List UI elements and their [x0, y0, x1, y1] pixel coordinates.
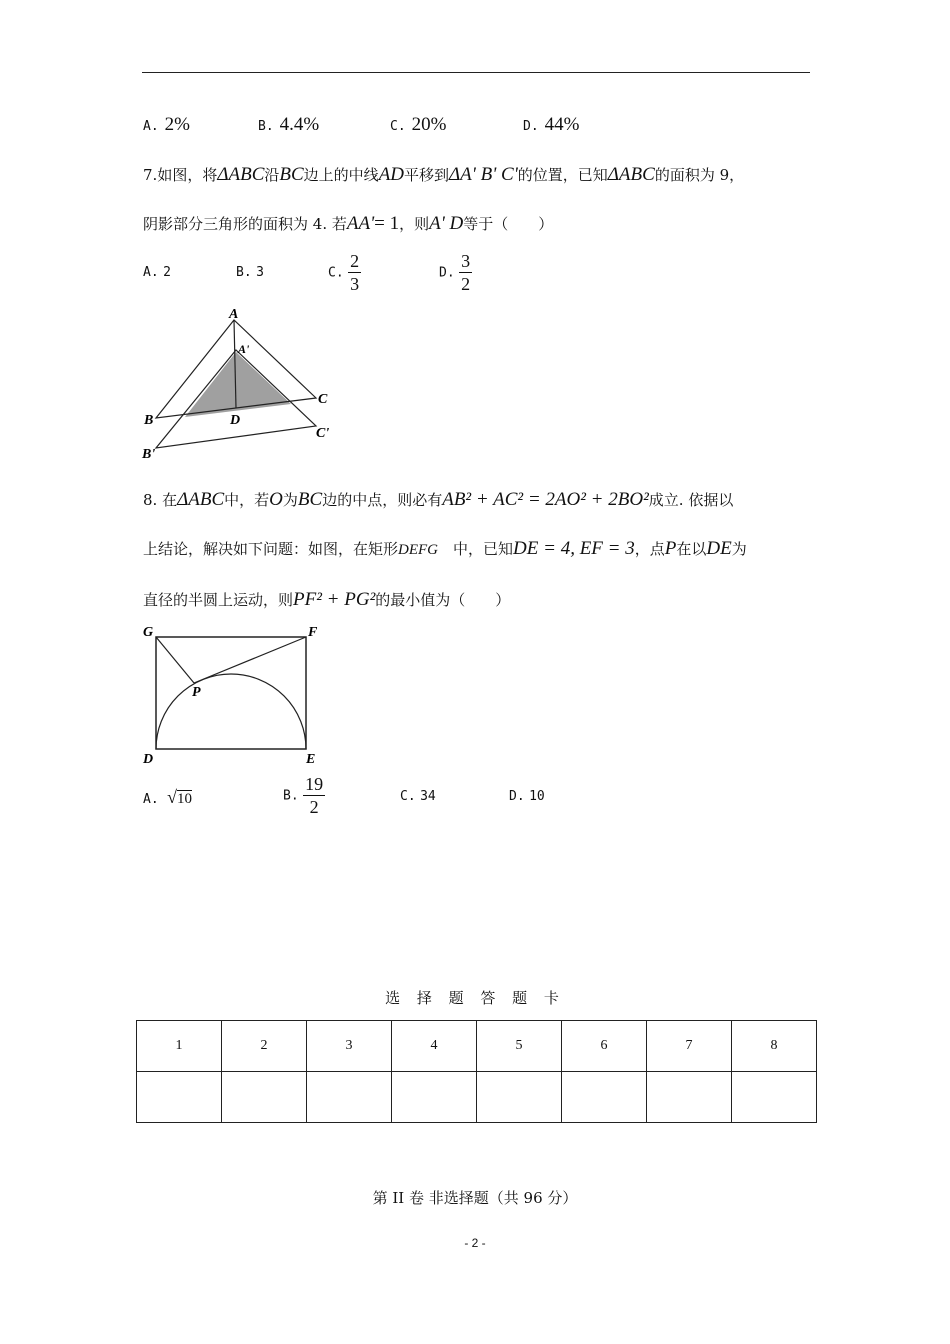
fraction: $\frac{19}{2}$: [305, 774, 324, 817]
q6-option-d: D. 44%: [523, 114, 580, 135]
q8-line-2: 上结论，解决如下问题：如图，在矩形DEFG 中，已知DE = 4, EF = 3，点P在以DE为: [143, 538, 747, 559]
section-title: 第 II 卷 非选择题（共 96 分）: [372, 1189, 578, 1207]
label-a: A: [229, 307, 239, 322]
q7-option-a: A. 2: [143, 265, 171, 280]
answer-cell[interactable]: [562, 1072, 647, 1123]
q7-option-b: B. 3: [236, 265, 264, 280]
answer-card-header-cell: 5: [477, 1021, 562, 1072]
q6-option-c: C. 20%: [390, 114, 447, 135]
answer-cell[interactable]: [222, 1072, 307, 1123]
answer-card-title: 选 择 题 答 题 卡: [385, 989, 565, 1007]
label-p: P: [192, 685, 201, 700]
q8-option-b: B. $\frac{19}{2}$: [283, 774, 324, 817]
answer-cell[interactable]: [647, 1072, 732, 1123]
answer-card-header-cell: 6: [562, 1021, 647, 1072]
answer-cell[interactable]: [307, 1072, 392, 1123]
label-b-prime: B': [142, 447, 156, 462]
answer-cell[interactable]: [137, 1072, 222, 1123]
label-d: D: [230, 413, 241, 428]
label-c: C: [318, 392, 328, 407]
q6-option-b: B. 4.4%: [258, 114, 320, 135]
q8-line-1: 8. 在ΔABC中，若O为BC边的中点，则必有AB² + AC² = 2AO² + 2BO²成立. 依据以: [143, 489, 734, 510]
q6-option-a: A. 2%: [143, 114, 190, 135]
answer-card-header-cell: 7: [647, 1021, 732, 1072]
rectangle-defg: [156, 637, 306, 749]
fraction: $\frac{3}{2}$: [461, 251, 471, 294]
fraction: $\frac{2}{3}$: [350, 251, 360, 294]
label-b: B: [144, 413, 154, 428]
semicircle: [156, 674, 306, 749]
q8-option-a: A. √10: [143, 787, 192, 807]
q8-rectangle-figure: [138, 620, 338, 770]
q7-option-d: D. $\frac{3}{2}$: [439, 251, 471, 294]
answer-cell[interactable]: [732, 1072, 817, 1123]
answer-card-table: [136, 1020, 817, 1123]
label-d: D: [143, 752, 154, 767]
label-e: E: [306, 752, 316, 767]
label-a-prime: A': [238, 342, 250, 356]
q7-option-c: C. $\frac{2}{3}$: [328, 251, 360, 294]
q8-option-c: C. 34: [400, 789, 436, 804]
q7-line-2: 阴影部分三角形的面积为 4. 若AA'= 1，则A' D等于（ ）: [143, 213, 554, 234]
answer-card-header-cell: 3: [307, 1021, 392, 1072]
header-rule: [142, 72, 810, 73]
label-g: G: [143, 625, 154, 640]
page-number: - 2 -: [464, 1236, 486, 1250]
label-c-prime: C': [316, 426, 330, 441]
q7-triangle-figure: [138, 300, 338, 465]
q7-line-1: 7.如图，将ΔABC沿BC边上的中线AD平移到ΔA' B' C'的位置，已知ΔABC的面积为 9，: [143, 164, 745, 185]
answer-card-header-cell: 8: [732, 1021, 817, 1072]
answer-cell[interactable]: [392, 1072, 477, 1123]
answer-card-header-cell: 1: [137, 1021, 222, 1072]
answer-card-header-cell: 2: [222, 1021, 307, 1072]
segment-pg: [156, 637, 194, 683]
answer-card-header-cell: 4: [392, 1021, 477, 1072]
q8-line-3: 直径的半圆上运动，则PF² + PG²的最小值为（ ）: [143, 589, 511, 610]
answer-cell[interactable]: [477, 1072, 562, 1123]
label-f: F: [308, 625, 318, 640]
q8-option-d: D. 10: [509, 789, 545, 804]
